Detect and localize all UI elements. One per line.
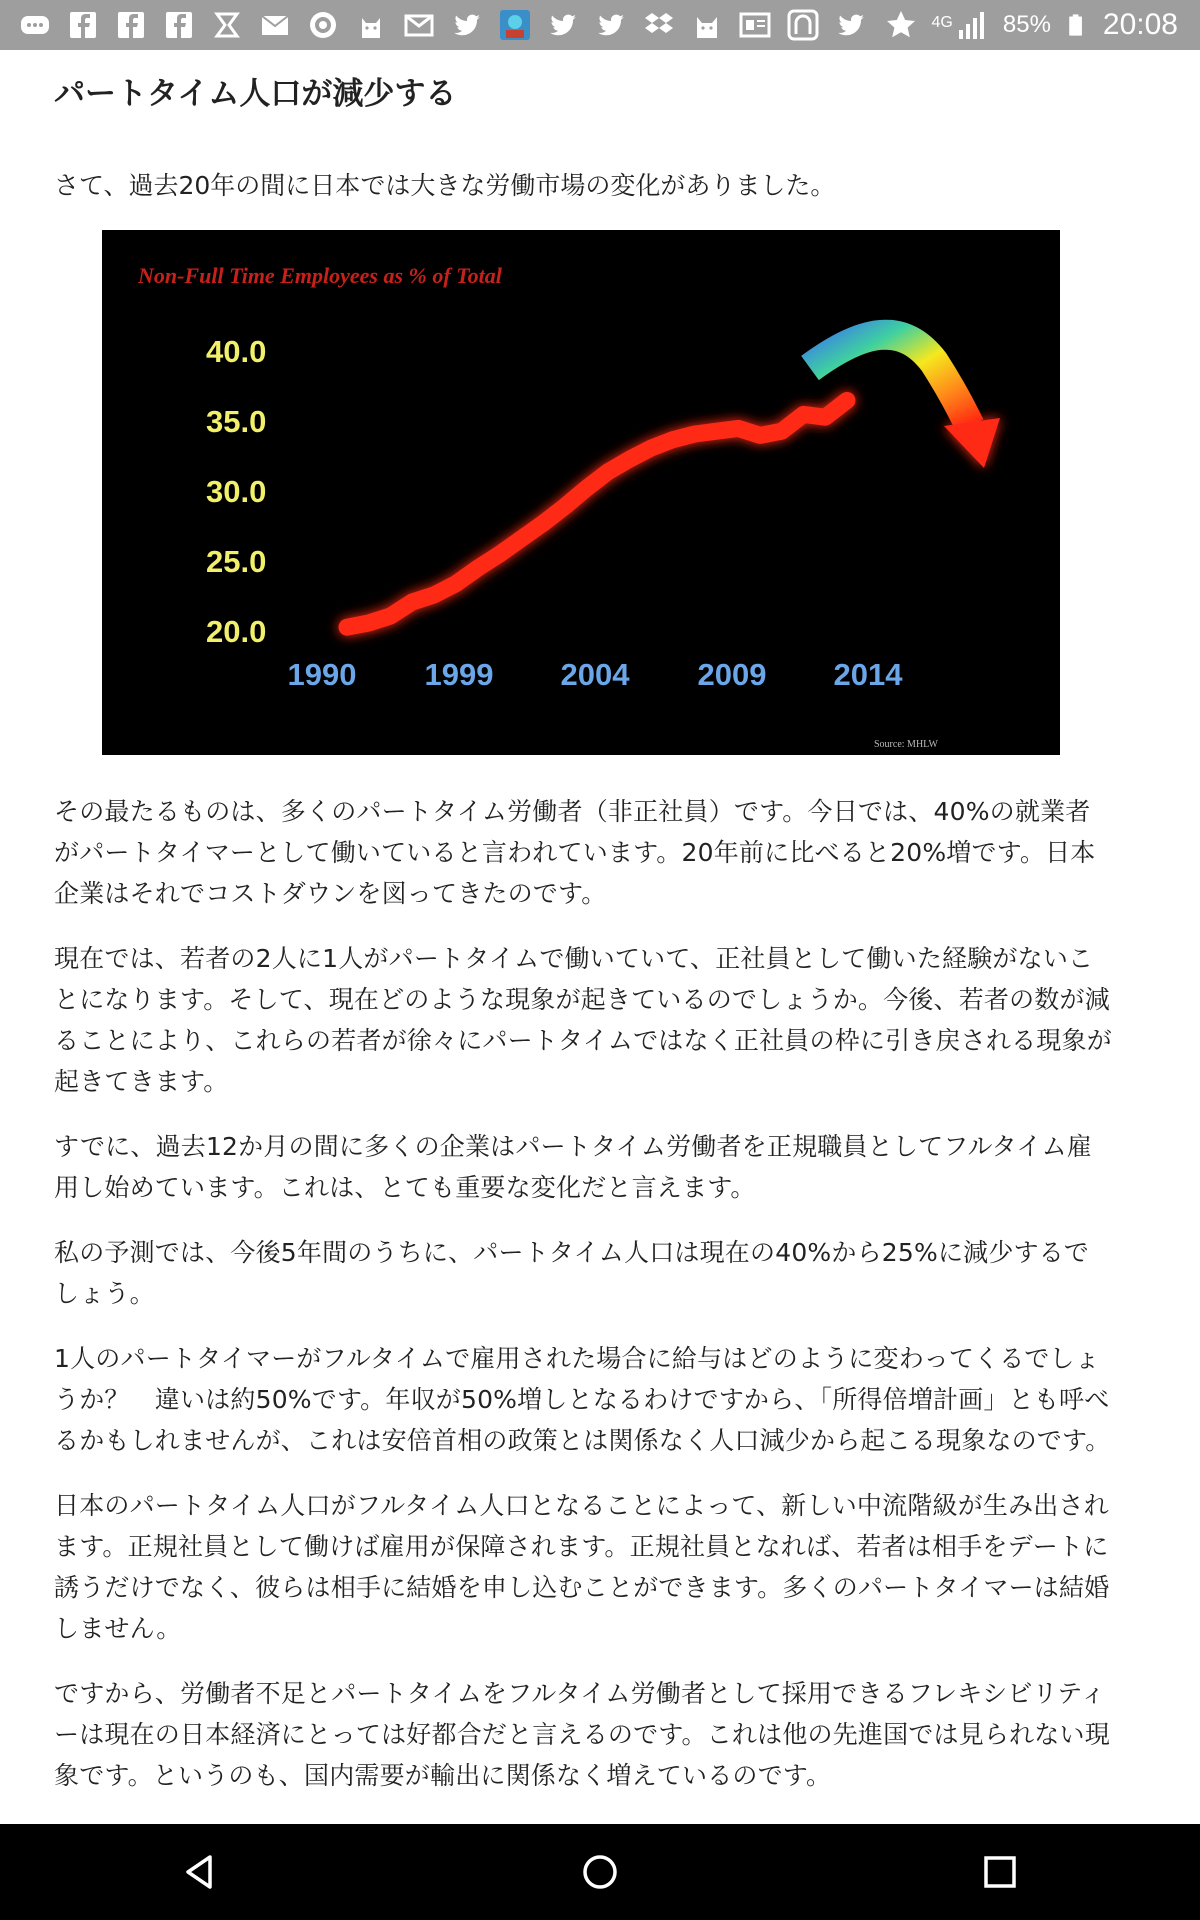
back-button[interactable] <box>170 1842 230 1902</box>
x-tick-label: 1990 <box>287 657 357 692</box>
recents-button[interactable] <box>970 1842 1030 1902</box>
system-status <box>884 8 1200 42</box>
chat-icon <box>18 8 52 42</box>
x-icon <box>210 8 244 42</box>
chart-source: Source: MHLW <box>874 739 938 750</box>
notification-icons <box>0 8 868 42</box>
cat-icon <box>690 8 724 42</box>
y-tick-label: 20.0 <box>206 614 267 649</box>
y-tick-label: 35.0 <box>206 404 267 439</box>
twitter-icon <box>546 8 580 42</box>
series-line <box>347 400 847 627</box>
x-tick-label: 1999 <box>424 657 494 692</box>
y-tick-label: 30.0 <box>206 474 267 509</box>
gmail-icon <box>402 8 436 42</box>
status-bar <box>0 0 1200 50</box>
x-tick-label: 2009 <box>697 657 767 692</box>
battery-icon <box>1065 8 1089 42</box>
twitter-icon <box>834 8 868 42</box>
paragraph: 日本のパートタイム人口がフルタイム人口となることによって、新しい中流階級が生み出されます。正規社員として働けば雇用が保障されます。正規社員となれば、若者は相手をデートに誘うだけでなく、彼らは相手に結婚を申し込むことができます。多くのパートタイマーは結婚しません。 <box>54 1491 1110 1643</box>
paragraph: その最たるものは、多くのパートタイム労働者（非正社員）です。今日では、40%の就業者がパートタイマーとして働いていると言われています。20年前に比べると20%増です。日本企業はそれでコストダウンを図ってきたのです。 <box>54 797 1096 908</box>
x-tick-label: 2004 <box>560 657 630 692</box>
battery-percent: 85% <box>1002 11 1051 38</box>
chart-title: Non-Full Time Employees as % of Total <box>138 263 502 288</box>
y-tick-label: 25.0 <box>206 544 267 579</box>
home-button[interactable] <box>570 1842 630 1902</box>
paragraph: 私の予測では、今後5年間のうちに、パートタイム人口は現在の40%から25%に減少するでしょう。 <box>54 1238 1089 1308</box>
cat-icon <box>354 8 388 42</box>
facebook-icon <box>114 8 148 42</box>
star-icon <box>884 8 918 42</box>
back-icon <box>180 1852 220 1892</box>
facebook-icon <box>66 8 100 42</box>
recents-icon <box>980 1852 1020 1892</box>
y-tick-label: 40.0 <box>206 334 267 369</box>
trend-arrow-head <box>944 418 1000 468</box>
twitter-icon <box>450 8 484 42</box>
article <box>54 50 1114 1796</box>
chart-image <box>102 230 1060 755</box>
article-body <box>54 791 1114 1796</box>
paragraph: すでに、過去12か月の間に多くの企業はパートタイム労働者を正規職員としてフルタイム雇用し始めています。これは、とても重要な変化だと言えます。 <box>54 1132 1092 1202</box>
dropbox-icon <box>642 8 676 42</box>
chart <box>102 230 1060 755</box>
x-tick-label: 2014 <box>833 657 903 692</box>
facebook-icon <box>162 8 196 42</box>
article-heading: パートタイム人口が減少する <box>54 76 457 112</box>
paragraph: 1人のパートタイマーがフルタイムで雇用された場合に給与はどのように変わってくるでしょうか？ 違いは約50%です。年収が50%増しとなるわけですから、「所得倍増計画」とも呼べるかもしれませんが、これは安倍首相の政策とは関係なく人口減少から起こる現象なのです。 <box>54 1344 1111 1455</box>
navigation-bar <box>0 1824 1200 1920</box>
network-type: 4G <box>931 14 953 31</box>
paragraph: ですから、労働者不足とパートタイムをフルタイム労働者として採用できるフレキシビリティーは現在の日本経済にとっては好都合だと言えるのです。これは他の先進国では見られない現象です。というのも、国内需要が輸出に関係なく増えているのです。 <box>54 1679 1110 1790</box>
signal-icon <box>955 8 989 42</box>
app-icon <box>498 8 532 42</box>
news-icon <box>738 8 772 42</box>
twitter-icon <box>594 8 628 42</box>
clock: 20:08 <box>1102 8 1178 41</box>
home-icon <box>580 1852 620 1892</box>
paragraph: 現在では、若者の2人に1人がパートタイムで働いていて、正社員として働いた経験がないことになります。そして、現在どのような現象が起きているのでしょうか。今後、若者の数が減ることにより、これらの若者が徐々にパートタイムではなく正社員の枠に引き戻される現象が起きてきます。 <box>54 944 1112 1096</box>
intro-text: さて、過去20年の間に日本では大きな労働市場の変化がありました。 <box>54 171 836 200</box>
mail-icon <box>258 8 292 42</box>
messenger-icon <box>306 8 340 42</box>
ghost-icon <box>786 8 820 42</box>
